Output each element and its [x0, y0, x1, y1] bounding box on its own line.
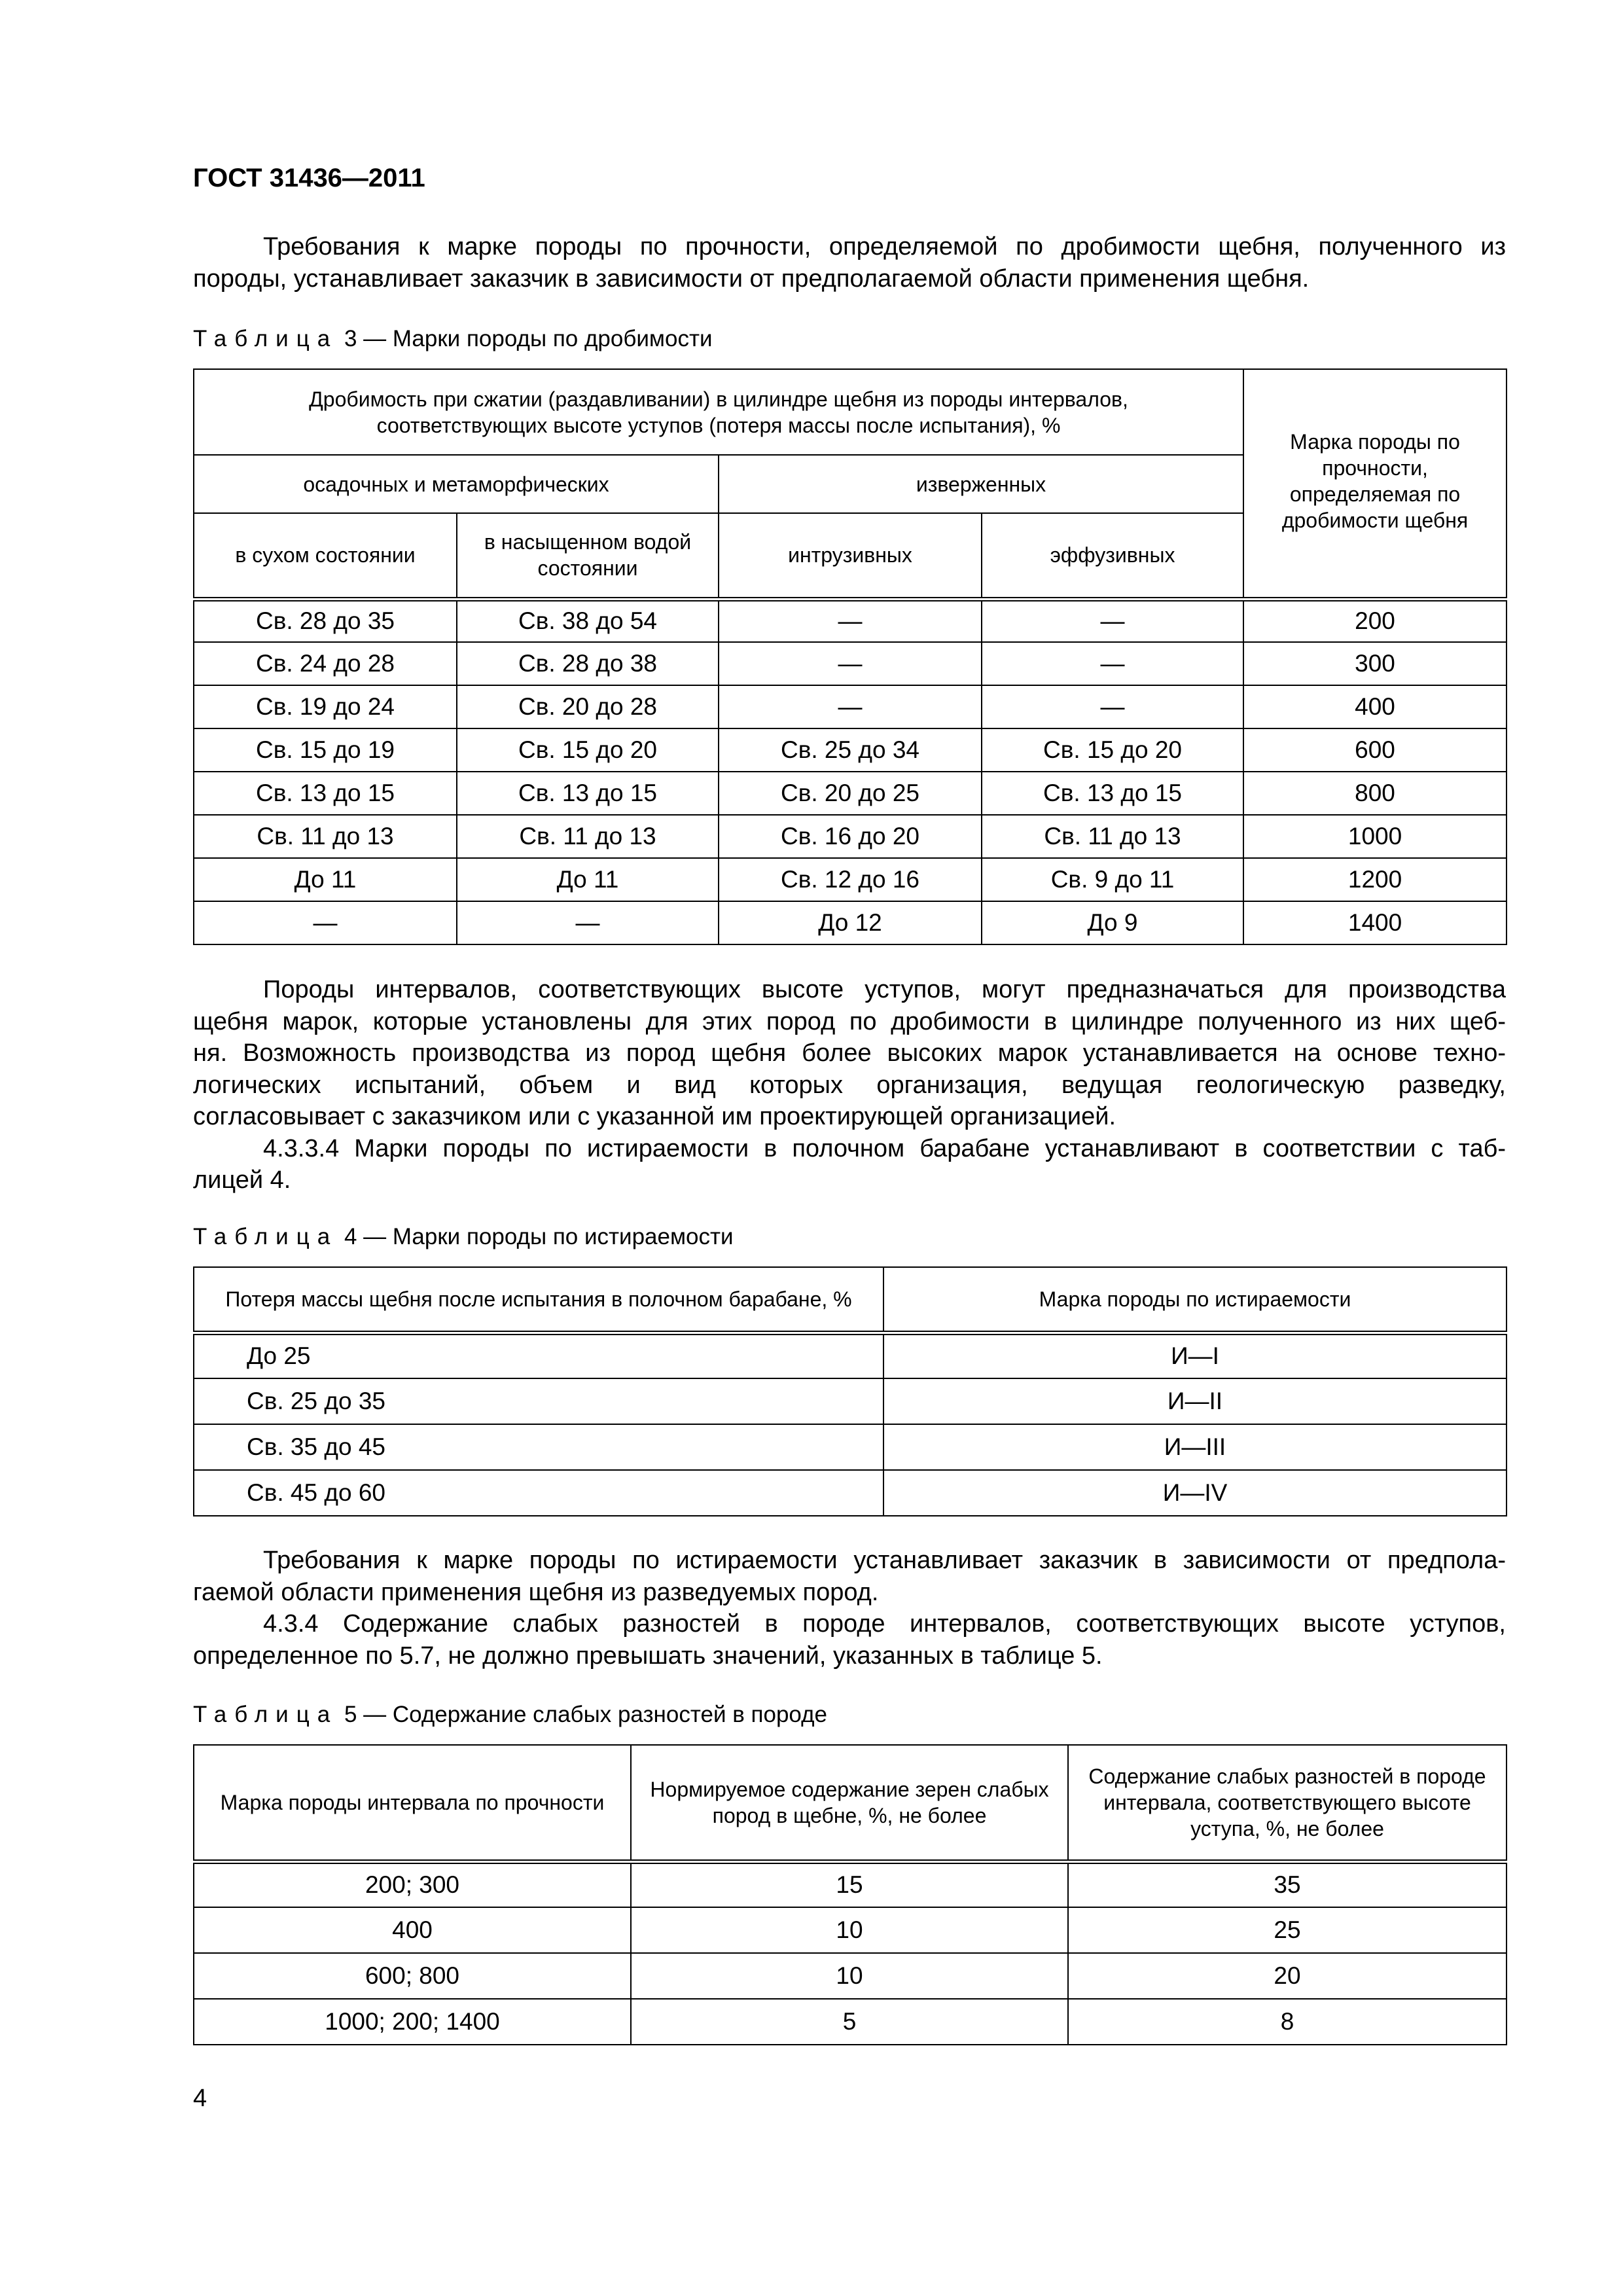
table-cell: —	[982, 685, 1243, 728]
table5-caption	[193, 1702, 827, 1728]
header-weak-content: Содержание слабых разностей в породе интервала, соответствующего высоте уступа, %, не более	[1068, 1745, 1507, 1861]
table-row	[194, 1907, 1507, 1953]
table-cell: Св. 15 до 20	[457, 728, 719, 772]
table-cell: 8	[1068, 1999, 1507, 2045]
table-cell: И—IV	[883, 1470, 1507, 1516]
header-intrusive: интрузивных	[719, 513, 982, 599]
text-line: ня. Возможность производства из пород щебня более высоких марок устанавливается на основе техно-	[193, 1039, 1506, 1067]
table-row	[194, 728, 1507, 772]
table-cell: 300	[1243, 642, 1507, 685]
table-cell: До 9	[982, 901, 1243, 944]
table-cell: —	[982, 599, 1243, 642]
header-igneous: изверженных	[719, 455, 1243, 513]
paragraph-2	[193, 974, 1506, 1196]
table-cell: До 25	[194, 1333, 883, 1378]
table-cell: —	[194, 901, 457, 944]
text-line: согласовывает с заказчиком или с указанной им проектирующей организацией.	[193, 1103, 1116, 1130]
text-line: породы, устанавливает заказчик в зависимости от предполагаемой области применения щебня.	[193, 264, 1310, 293]
paragraph-1	[193, 231, 1506, 295]
caption-text: 5 — Содержание слабых разностей в породе	[338, 1702, 828, 1727]
table-row	[194, 1424, 1507, 1470]
table-cell: Св. 28 до 35	[194, 599, 457, 642]
text-line: определенное по 5.7, не должно превышать значений, указанных в таблице 5.	[193, 1641, 1103, 1670]
table-row	[194, 815, 1507, 858]
caption-label: Таблица	[193, 326, 338, 351]
table-cell: До 11	[457, 858, 719, 901]
table-row	[194, 772, 1507, 815]
table-5	[193, 1744, 1507, 2045]
header-effusive: эффузивных	[982, 513, 1243, 599]
text-line: Породы интервалов, соответствующих высоте уступов, могут предназначаться для производства	[263, 976, 1506, 1003]
table-row	[194, 901, 1507, 944]
table3-caption	[193, 326, 713, 352]
page-number: 4	[193, 2085, 207, 2112]
table-cell: Св. 13 до 15	[457, 772, 719, 815]
table-cell: Св. 15 до 19	[194, 728, 457, 772]
header-grade: Марка породы по прочности, определяемая по дробимости щебня	[1243, 369, 1507, 599]
header-interval-grade: Марка породы интервала по прочности	[194, 1745, 631, 1861]
table-cell: До 12	[719, 901, 982, 944]
table-cell: 15	[631, 1861, 1068, 1907]
table-cell: Св. 11 до 13	[194, 815, 457, 858]
table-cell: Св. 24 до 28	[194, 642, 457, 685]
text-line: лицей 4.	[193, 1166, 291, 1194]
table-row	[194, 858, 1507, 901]
text-line: щебня марок, которые установлены для этих пород по дробимости в цилиндре полученного из них щеб-	[193, 1007, 1506, 1035]
table-cell: Св. 25 до 34	[719, 728, 982, 772]
header-wet: в насыщенном водой состоянии	[457, 513, 719, 599]
table-cell: 400	[1243, 685, 1507, 728]
table-cell: Св. 19 до 24	[194, 685, 457, 728]
caption-label: Таблица	[193, 1224, 338, 1249]
header-mass-loss: Потеря массы щебня после испытания в полочном барабане, %	[194, 1267, 883, 1333]
table-4	[193, 1266, 1507, 1516]
table-cell: Св. 16 до 20	[719, 815, 982, 858]
table-cell: —	[719, 642, 982, 685]
table-cell: 1400	[1243, 901, 1507, 944]
table-cell: 800	[1243, 772, 1507, 815]
table-row	[194, 1999, 1507, 2045]
table-cell: —	[457, 901, 719, 944]
text-line: 4.3.4 Содержание слабых разностей в породе интервалов, соответствующих высоте уступов,	[263, 1610, 1506, 1638]
table-cell: Св. 12 до 16	[719, 858, 982, 901]
caption-text: 4 — Марки породы по истираемости	[338, 1224, 734, 1249]
header-abrasion-grade: Марка породы по истираемости	[883, 1267, 1507, 1333]
table-cell: 35	[1068, 1861, 1507, 1907]
text-line: Требования к марке породы по истираемости устанавливает заказчик в зависимости от предпола-	[263, 1547, 1506, 1574]
table-cell: —	[719, 685, 982, 728]
table-cell: 5	[631, 1999, 1068, 2045]
table-cell: Св. 11 до 13	[982, 815, 1243, 858]
table-cell: 25	[1068, 1907, 1507, 1953]
table-row	[194, 1378, 1507, 1424]
table-cell: И—III	[883, 1424, 1507, 1470]
table-cell: И—I	[883, 1333, 1507, 1378]
table-cell: Св. 38 до 54	[457, 599, 719, 642]
table-cell: Св. 20 до 25	[719, 772, 982, 815]
paragraph-3	[193, 1545, 1506, 1672]
table-cell: Св. 15 до 20	[982, 728, 1243, 772]
table-cell: Св. 20 до 28	[457, 685, 719, 728]
text-line: гаемой области применения щебня из разведуемых пород.	[193, 1578, 879, 1606]
table-cell: —	[719, 599, 982, 642]
table-row	[194, 1953, 1507, 1999]
header-dry: в сухом состоянии	[194, 513, 457, 599]
table-cell: 20	[1068, 1953, 1507, 1999]
table-cell: Св. 11 до 13	[457, 815, 719, 858]
text-line: логических испытаний, объем и вид которых организация, ведущая геологическую разведку,	[193, 1071, 1506, 1099]
table-row	[194, 599, 1507, 642]
header-weak-grains: Нормируемое содержание зерен слабых пород в щебне, %, не более	[631, 1745, 1068, 1861]
table-cell: Св. 25 до 35	[194, 1378, 883, 1424]
table-cell: 10	[631, 1907, 1068, 1953]
table-cell: 1000; 200; 1400	[194, 1999, 631, 2045]
table-row	[194, 685, 1507, 728]
table-cell: 200; 300	[194, 1861, 631, 1907]
table-3	[193, 368, 1507, 945]
caption-text: 3 — Марки породы по дробимости	[338, 326, 713, 351]
table-cell: 200	[1243, 599, 1507, 642]
table-cell: 600; 800	[194, 1953, 631, 1999]
table-cell: —	[982, 642, 1243, 685]
table-row	[194, 1470, 1507, 1516]
table-cell: Св. 13 до 15	[194, 772, 457, 815]
table-cell: 10	[631, 1953, 1068, 1999]
table-cell: 400	[194, 1907, 631, 1953]
header-sedimentary: осадочных и метаморфических	[194, 455, 719, 513]
table-cell: До 11	[194, 858, 457, 901]
table-cell: Св. 28 до 38	[457, 642, 719, 685]
table-cell: Св. 45 до 60	[194, 1470, 883, 1516]
table-cell: 1200	[1243, 858, 1507, 901]
text-line: 4.3.3.4 Марки породы по истираемости в полочном барабане устанавливают в соответствии с таб-	[263, 1134, 1506, 1162]
table-row	[194, 1333, 1507, 1378]
caption-label: Таблица	[193, 1702, 338, 1727]
table-cell: Св. 13 до 15	[982, 772, 1243, 815]
table-cell: Св. 9 до 11	[982, 858, 1243, 901]
table-cell: Св. 35 до 45	[194, 1424, 883, 1470]
table-cell: 1000	[1243, 815, 1507, 858]
text-line: Требования к марке породы по прочности, определяемой по дробимости щебня, полученного из	[263, 233, 1506, 260]
table-cell: 600	[1243, 728, 1507, 772]
table-cell: И—II	[883, 1378, 1507, 1424]
header-crushability: Дробимость при сжатии (раздавливании) в цилиндре щебня из породы интервалов, соответствующих высоте уступов (потеря массы после испытания), %	[194, 369, 1243, 455]
table-row	[194, 1861, 1507, 1907]
table-row	[194, 642, 1507, 685]
document-header: ГОСТ 31436—2011	[193, 164, 425, 192]
table4-caption	[193, 1224, 734, 1250]
